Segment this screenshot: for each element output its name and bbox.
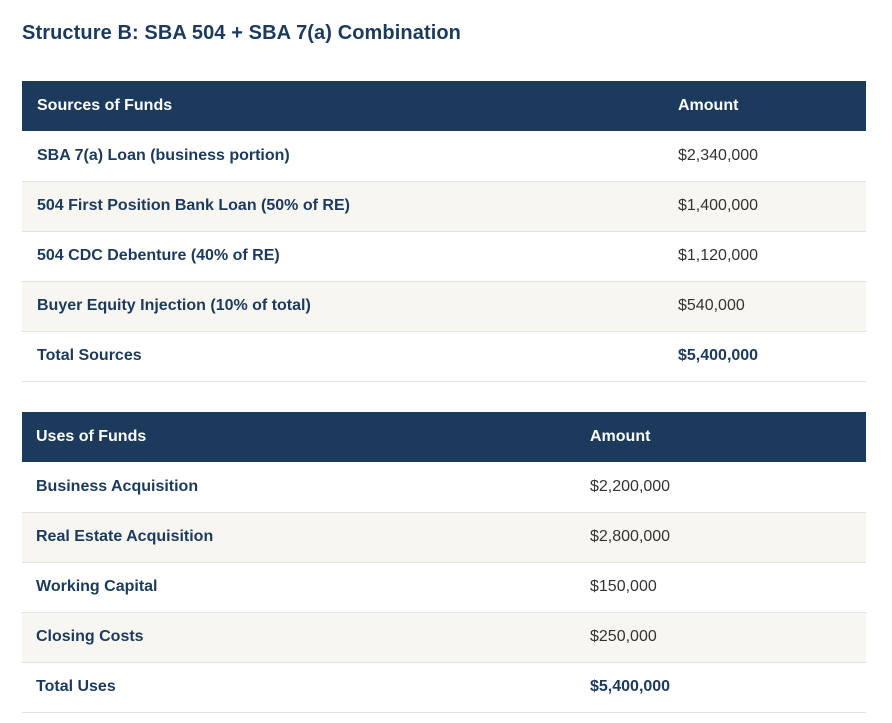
total-label: Total Uses: [22, 662, 576, 712]
table-row: [22, 281, 866, 331]
table-header-row: [22, 412, 866, 462]
total-label: Total Sources: [22, 331, 663, 381]
column-header-amount: Amount: [663, 81, 866, 131]
total-row: [22, 662, 866, 712]
row-amount: $540,000: [663, 281, 866, 331]
page-title: Structure B: SBA 504 + SBA 7(a) Combination: [22, 22, 461, 44]
row-label: Buyer Equity Injection (10% of total): [22, 281, 663, 331]
uses-of-funds-table: [22, 412, 866, 713]
sources-of-funds-table: [22, 81, 866, 382]
table-row: [22, 612, 866, 662]
row-label: Real Estate Acquisition: [22, 512, 576, 562]
row-label: Closing Costs: [22, 612, 576, 662]
row-amount: $2,800,000: [576, 512, 866, 562]
table-row: [22, 131, 866, 181]
row-label: Business Acquisition: [22, 462, 576, 512]
row-amount: $2,340,000: [663, 131, 866, 181]
column-header-source: Sources of Funds: [22, 81, 663, 131]
row-amount: $1,400,000: [663, 181, 866, 231]
table-header-row: [22, 81, 866, 131]
total-amount: $5,400,000: [576, 662, 866, 712]
total-amount: $5,400,000: [663, 331, 866, 381]
column-header-amount: Amount: [576, 412, 866, 462]
row-label: 504 First Position Bank Loan (50% of RE): [22, 181, 663, 231]
row-amount: $1,120,000: [663, 231, 866, 281]
table-row: [22, 462, 866, 512]
row-label: 504 CDC Debenture (40% of RE): [22, 231, 663, 281]
table-row: [22, 562, 866, 612]
table-row: [22, 231, 866, 281]
total-row: [22, 331, 866, 381]
row-amount: $2,200,000: [576, 462, 866, 512]
row-label: Working Capital: [22, 562, 576, 612]
row-amount: $250,000: [576, 612, 866, 662]
column-header-use: Uses of Funds: [22, 412, 576, 462]
table-row: [22, 512, 866, 562]
table-row: [22, 181, 866, 231]
row-label: SBA 7(a) Loan (business portion): [22, 131, 663, 181]
row-amount: $150,000: [576, 562, 866, 612]
